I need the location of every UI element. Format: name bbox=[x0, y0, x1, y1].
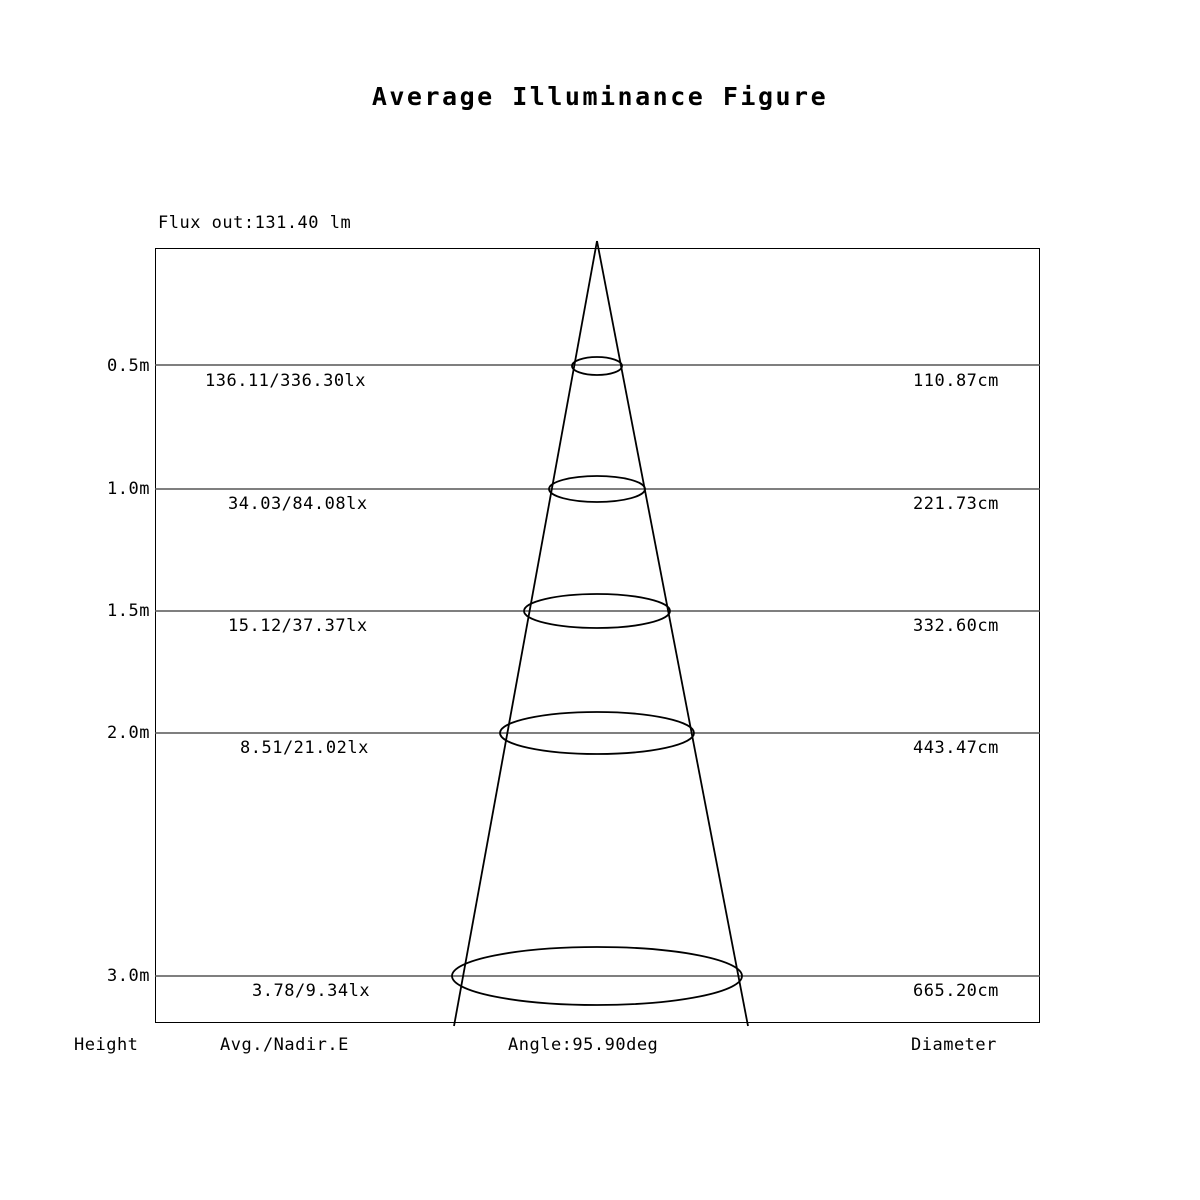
diameter-value-2-0m: 443.47cm bbox=[913, 738, 999, 758]
beam-ellipse-0-5m bbox=[572, 357, 622, 375]
caption-height: Height bbox=[74, 1035, 139, 1055]
beam-edge-left bbox=[454, 241, 597, 1026]
chart-title: Average Illuminance Figure bbox=[371, 82, 829, 111]
diameter-value-3-0m: 665.20cm bbox=[913, 981, 999, 1001]
illuminance-value-0-5m: 136.11/336.30lx bbox=[205, 371, 367, 391]
height-label-0-5m: 0.5m bbox=[107, 356, 150, 376]
flux-out-annotation: Flux out:131.40 lm bbox=[158, 213, 352, 233]
beam-edge-right bbox=[597, 241, 748, 1026]
height-label-3-0m: 3.0m bbox=[107, 966, 150, 986]
diameter-value-1-0m: 221.73cm bbox=[913, 494, 999, 514]
height-label-2-0m: 2.0m bbox=[107, 723, 150, 743]
illuminance-value-2-0m: 8.51/21.02lx bbox=[240, 738, 369, 758]
height-label-1-5m: 1.5m bbox=[107, 601, 150, 621]
caption-angle: Angle:95.90deg bbox=[508, 1035, 659, 1055]
illuminance-value-1-5m: 15.12/37.37lx bbox=[228, 616, 368, 636]
diameter-value-1-5m: 332.60cm bbox=[913, 616, 999, 636]
illuminance-value-1-0m: 34.03/84.08lx bbox=[228, 494, 368, 514]
caption-diameter: Diameter bbox=[911, 1035, 997, 1055]
diameter-value-0-5m: 110.87cm bbox=[913, 371, 999, 391]
caption-avg-nadir: Avg./Nadir.E bbox=[220, 1035, 349, 1055]
illuminance-value-3-0m: 3.78/9.34lx bbox=[252, 981, 371, 1001]
height-label-1-0m: 1.0m bbox=[107, 479, 150, 499]
